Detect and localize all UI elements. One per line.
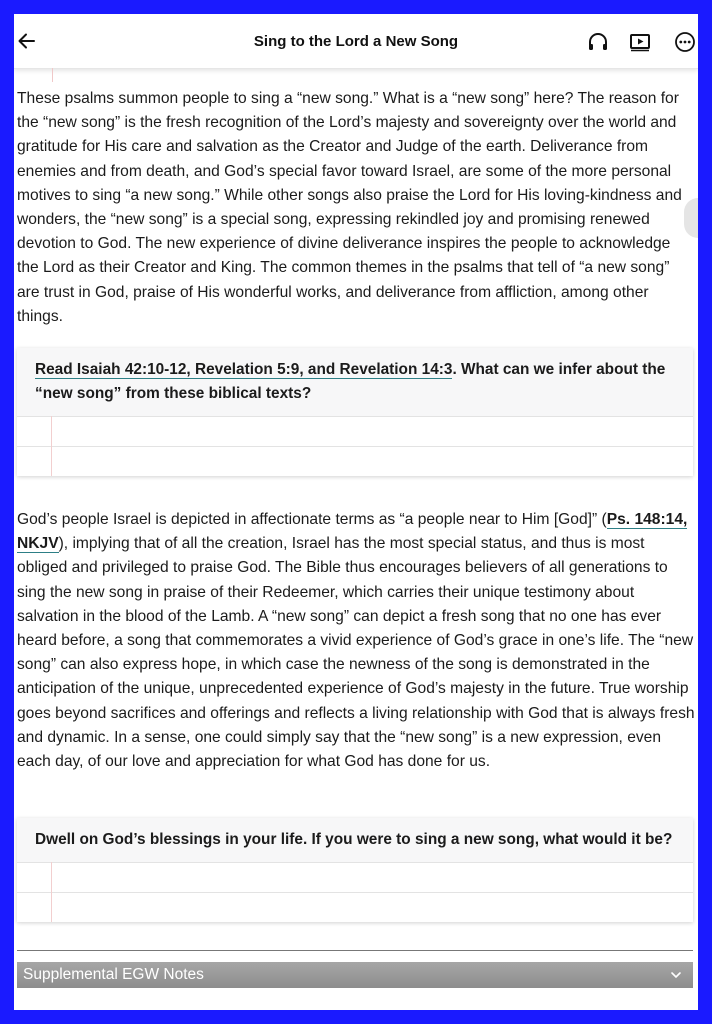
answer-line xyxy=(17,892,693,922)
page-title: Sing to the Lord a New Song xyxy=(253,33,459,50)
answer-margin-line xyxy=(51,416,52,476)
answer-area-1[interactable] xyxy=(17,416,693,476)
note-margin-line xyxy=(52,68,53,82)
supplemental-notes-toggle[interactable] xyxy=(17,962,693,988)
answer-line xyxy=(17,416,693,446)
back-arrow-icon[interactable] xyxy=(16,30,38,52)
headphones-icon[interactable] xyxy=(586,30,610,54)
question-prompt-1 xyxy=(17,348,693,416)
question-prompt-2: Dwell on God’s blessings in your life. If you were to sing a new song, what would it be? xyxy=(17,818,693,862)
body-paragraph-2 xyxy=(17,508,695,774)
scripture-reference-link[interactable]: Ps. 148:14, NKJV xyxy=(17,511,688,553)
more-options-icon[interactable] xyxy=(673,30,697,54)
paragraph-2-text-start: God’s people Israel is depicted in affectionate terms as “a people near to Him [God]” ( xyxy=(17,511,607,528)
answer-area-2[interactable] xyxy=(17,862,693,922)
paragraph-2-text-end: ), implying that of all the creation, Israel has the most special status, and thus is most obliged and privileged to praise God. The Bible thus encourages believers of all generations to sing the new song in praise of their Redeemer, which carries their unique testimony about salvation in the blood of the Lamb. A “new song” can depict a fresh song that no one has ever heard before, a song that commemorates a vivid experience of God’s grace in one’s life. The “new song” can also express hope, in which case the newness of the song is demonstrated in the anticipation of the unique, unprecedented experience of God’s majesty in the future. True worship goes beyond sacrifices and offerings and reflects a living relationship with God that is always fresh and dynamic. In a sense, one could simply say that the “new song” is a new expression, even each day, of our love and appreciation for what God has done for us. xyxy=(17,535,695,771)
question-card-1 xyxy=(17,348,693,476)
body-paragraph-1: These psalms summon people to sing a “new song.” What is a “new song” here? The reason for the “new song” is the fresh recognition of the Lord’s majesty and sovereignty over the world and gratitude for His care and salvation as the Creator and Judge of the earth. Deliverance from enemies and from death, and God’s special favor toward Israel, are some of the more personal motives to sing “a new song.” While other songs also praise the Lord for His loving-kindness and wonders, the “new song” is a special song, expressing rekindled joy and promising renewed devotion to God. The new experience of divine deliverance inspires the people to acknowledge the Lord as their Creator and King. The common themes in the psalms that tell of “a new song” are trust in God, praise of His wonderful works, and deliverance from affliction, among other things. xyxy=(17,90,682,325)
question-card-2 xyxy=(17,818,693,922)
top-bar xyxy=(14,14,698,69)
video-play-icon[interactable] xyxy=(628,30,652,54)
answer-margin-line xyxy=(51,862,52,922)
section-divider xyxy=(17,950,693,951)
scripture-link-1[interactable]: Read Isaiah 42:10-12, Revelation 5:9, and Revelation 14:3 xyxy=(35,361,453,378)
supplemental-label: Supplemental EGW Notes xyxy=(23,966,204,983)
scroll-handle[interactable] xyxy=(684,198,698,238)
answer-line xyxy=(17,446,693,476)
question-text-1: . What can we infer about the “new song” from these biblical texts? xyxy=(35,361,666,402)
app-frame xyxy=(14,14,698,1010)
answer-line xyxy=(17,862,693,892)
chevron-down-icon xyxy=(669,962,683,988)
